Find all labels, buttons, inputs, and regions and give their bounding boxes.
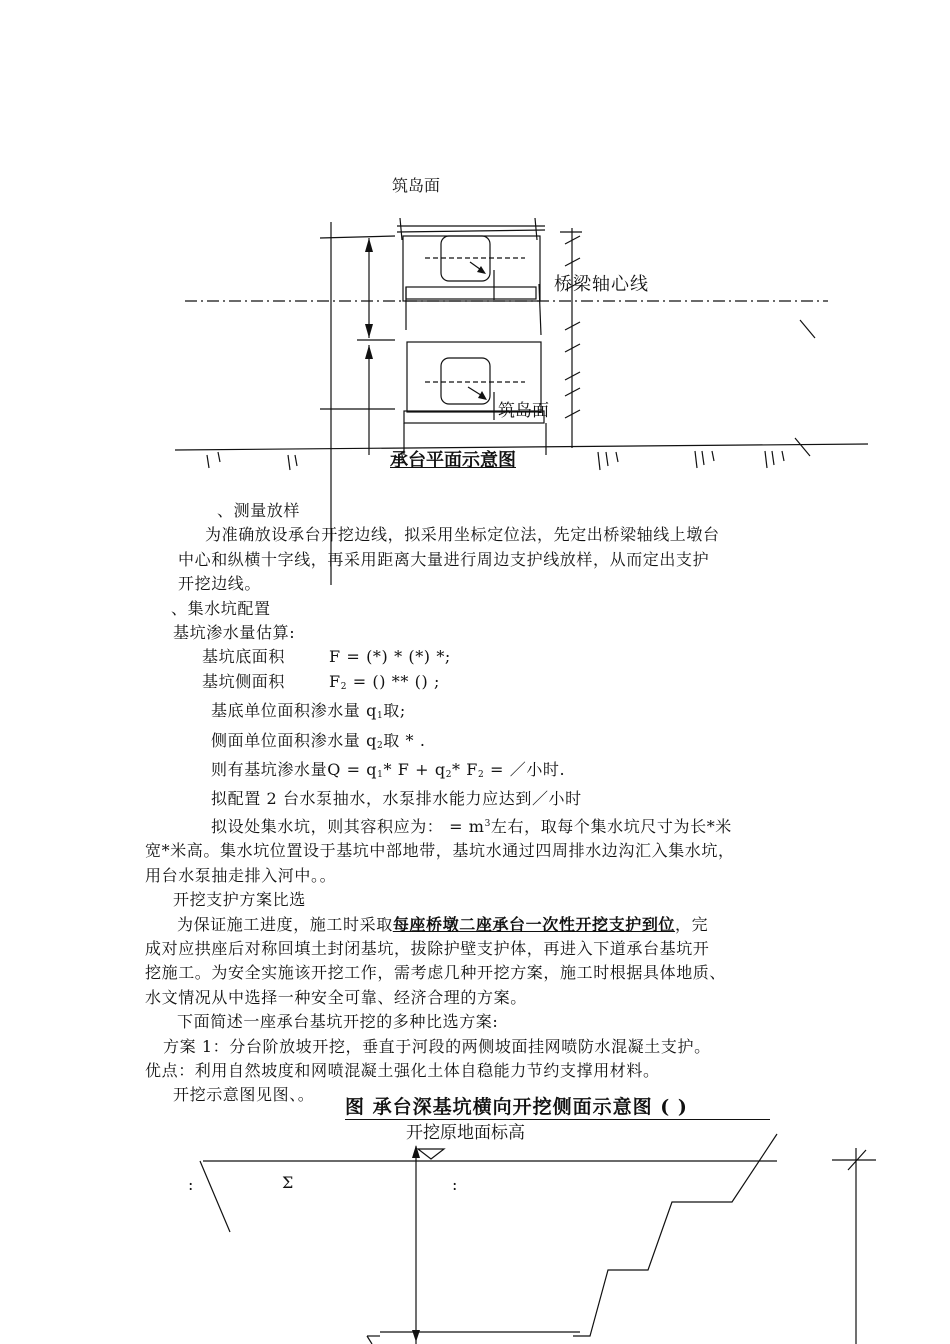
- colon-mark-left: :: [188, 1175, 194, 1194]
- side-area-line: [145, 670, 825, 699]
- pump-line: 拟配置 2 台水泵抽水，水泵排水能力应达到／小时: [211, 789, 582, 809]
- q2-tail: 取 * .: [383, 730, 426, 750]
- para-progress-4: 水文情况从中选择一种安全可靠、经济合理的方案。: [145, 987, 527, 1007]
- heading-survey: 、测量放样: [217, 501, 301, 520]
- ground-level-marker: [418, 1149, 444, 1159]
- seepage-s1: 1: [377, 770, 384, 781]
- seepage-a: 则有基坑渗水量Q = q: [211, 760, 378, 780]
- sigma-mark: Σ: [282, 1173, 294, 1192]
- para-survey-3: 开挖边线。: [178, 574, 262, 594]
- q1-line: [145, 699, 825, 728]
- sump-volume-sup: 3: [484, 818, 491, 829]
- sump-location-2: 用台水泵抽走排入河中。。: [145, 865, 337, 885]
- seepage-s3: 2: [478, 770, 485, 781]
- para-survey-2: 中心和纵横十字线，再采用距离大量进行周边支护线放样，从而定出支护: [178, 549, 710, 569]
- figure-reference: 开挖示意图见图、。: [173, 1085, 315, 1105]
- top-island-label: 筑岛面: [392, 176, 441, 195]
- para-progress-2: 成对应拱座后对称回填土封闭基坑，拔除护壁支护体，再进入下道承台基坑开: [145, 938, 710, 958]
- bottom-area-formula: F = (*) * (*) *;: [329, 647, 451, 667]
- figure1-caption: 承台平面示意图: [390, 450, 516, 471]
- heading-support-options: 开挖支护方案比选: [173, 890, 306, 910]
- sump-location-1: 宽*米高。集水坑位置设于基坑中部地带，基坑水通过四周排水边沟汇入集水坑，: [145, 841, 735, 861]
- seepage-c: * F: [452, 760, 479, 780]
- bottom-area-line: [145, 645, 825, 669]
- sump-volume-b: 左右，取每个集水坑尺寸为长*米: [490, 816, 732, 836]
- bottom-island-label: 筑岛面: [498, 401, 549, 421]
- seepage-total-line: [145, 758, 825, 787]
- progress-text-c: ，完: [675, 914, 709, 934]
- option-1: 方案 1：分台阶放坡开挖，垂直于河段的两侧坡面挂网喷防水混凝土支护。: [163, 1036, 711, 1056]
- figure2-title: 图 承台深基坑横向开挖侧面示意图 ( ): [345, 1095, 770, 1120]
- seepage-estimate: 基坑渗水量估算:: [173, 623, 296, 643]
- option-1-advantage: 优点：利用自然坡度和网喷混凝土强化土体自稳能力节约支撑用材料。: [145, 1060, 660, 1080]
- side-area-sub: 2: [340, 681, 348, 692]
- progress-emphasis: 每座桥墩二座承台一次性开挖支护到位: [392, 914, 676, 934]
- body-text: [145, 499, 825, 1108]
- fig2-slope-profile: [573, 1134, 777, 1336]
- bridge-axis-label: 桥梁轴心线: [554, 274, 649, 295]
- sump-volume-line: [145, 812, 825, 839]
- options-intro: 下面简述一座承台基坑开挖的多种比选方案:: [177, 1012, 499, 1032]
- bottom-area-label: 基坑底面积: [202, 647, 286, 667]
- ground-elevation-label: 开挖原地面标高: [406, 1123, 525, 1143]
- q1-sub: 1: [376, 711, 384, 722]
- side-area-f: F: [329, 671, 341, 691]
- q1-tail: 取;: [383, 701, 406, 721]
- upper-pile-cap: [403, 236, 540, 301]
- para-survey-1: 为准确放设承台开挖边线，拟采用坐标定位法，先定出桥梁轴线上墩台: [205, 525, 720, 545]
- progress-text-a: 为保证施工进度，施工时采取: [177, 914, 393, 934]
- seepage-b: * F + q: [383, 760, 446, 780]
- q2-line: [145, 729, 825, 758]
- q2-text: 侧面单位面积渗水量 q: [211, 730, 377, 750]
- q1-text: 基底单位面积渗水量 q: [211, 701, 377, 721]
- heading-sump: 、集水坑配置: [171, 598, 271, 618]
- side-area-formula: = () ** () ;: [347, 671, 441, 691]
- para-progress-3: 挖施工。为安全实施该开挖工作，需考虑几种开挖方案，施工时根据具体地质、: [145, 963, 727, 983]
- colon-mark-mid: :: [452, 1175, 458, 1194]
- para-progress-1: [145, 913, 825, 937]
- side-area-label: 基坑侧面积: [202, 671, 286, 691]
- q2-sub: 2: [376, 740, 384, 751]
- seepage-s2: 2: [445, 770, 453, 781]
- seepage-d: = ／小时.: [484, 760, 566, 780]
- ground-line: [175, 444, 868, 450]
- sump-volume-a: 拟设处集水坑，则其容积应为： = m: [211, 816, 485, 836]
